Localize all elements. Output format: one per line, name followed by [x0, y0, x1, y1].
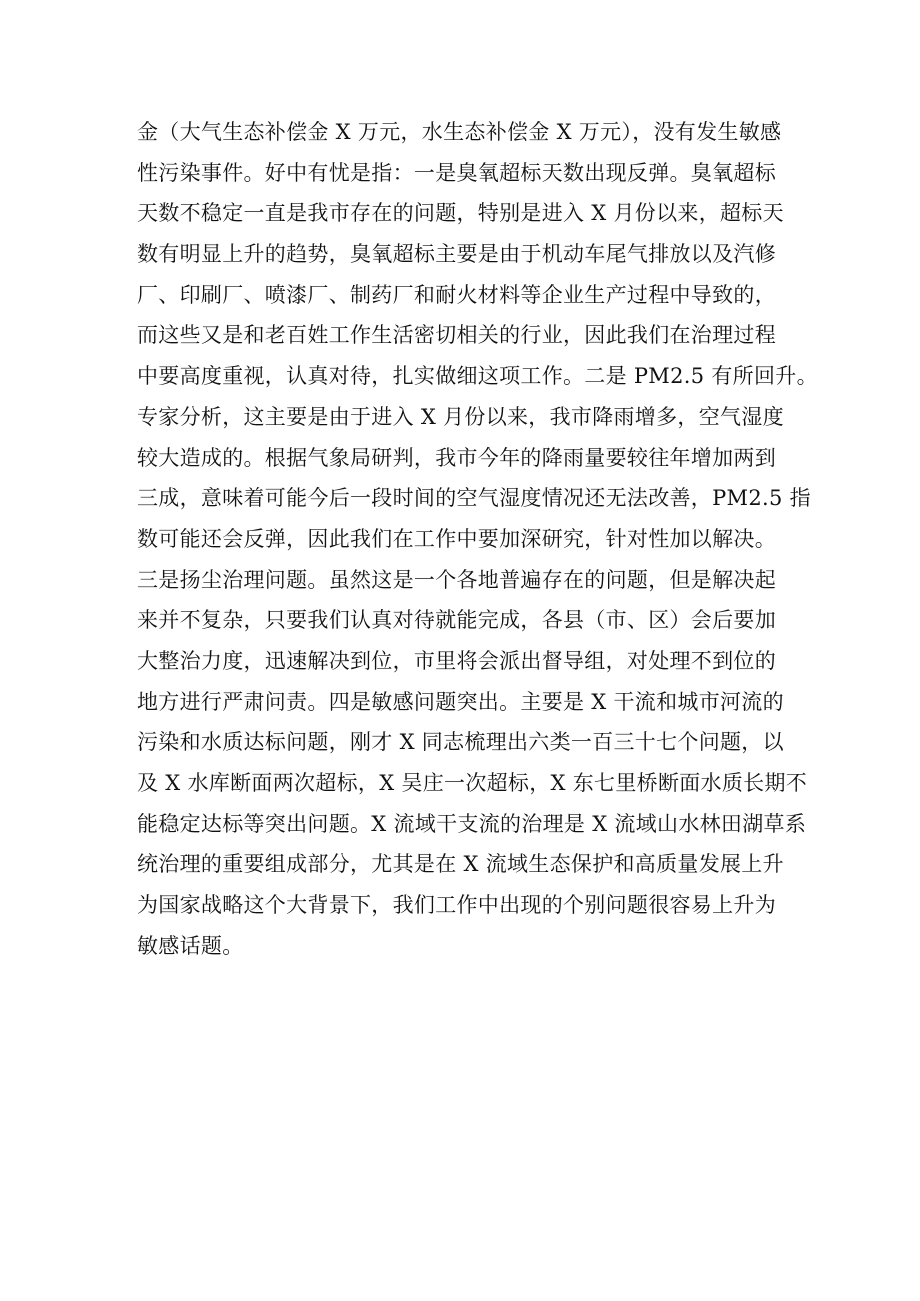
text-line: 为国家战略这个大背景下，我们工作中出现的个别问题很容易上升为 — [137, 893, 776, 918]
text-line: 较大造成的。根据气象局研判，我市今年的降雨量要较往年增加两到 — [137, 445, 776, 470]
text-line: 中要高度重视，认真对待，扎实做细这项工作。二是 PM2.5 有所回升。 — [137, 364, 818, 389]
text-line: 厂、印刷厂、喷漆厂、制药厂和耐火材料等企业生产过程中导致的， — [137, 282, 776, 307]
text-line: 天数不稳定一直是我市存在的问题，特别是进入 X 月份以来，超标天 — [137, 201, 784, 226]
text-line: 污染和水质达标问题，刚才 X 同志梳理出六类一百三十七个问题，以 — [137, 730, 784, 755]
text-line: 三是扬尘治理问题。虽然这是一个各地普遍存在的问题，但是解决起 — [137, 567, 776, 592]
text-line: 三成，意味着可能今后一段时间的空气湿度情况还无法改善，PM2.5 指 — [137, 486, 811, 511]
text-line: 专家分析，这主要是由于进入 X 月份以来，我市降雨增多，空气湿度 — [137, 404, 784, 429]
text-line: 数可能还会反弹，因此我们在工作中要加深研究，针对性加以解决。 — [137, 526, 776, 551]
text-line: 地方进行严肃问责。四是敏感问题突出。主要是 X 干流和城市河流的 — [137, 689, 784, 714]
text-line: 及 X 水库断面两次超标，X 吴庄一次超标，X 东七里桥断面水质长期不 — [137, 771, 808, 795]
text-line: 敏感话题。 — [137, 933, 244, 958]
body-text — [137, 112, 818, 966]
text-line: 来并不复杂，只要我们认真对待就能完成，各县（市、区）会后要加 — [137, 608, 776, 633]
text-line: 能稳定达标等突出问题。X 流域干支流的治理是 X 流域山水林田湖草系 — [137, 811, 807, 836]
text-line: 大整治力度，迅速解决到位，市里将会派出督导组，对处理不到位的 — [137, 648, 776, 673]
text-line: 统治理的重要组成部分，尤其是在 X 流域生态保护和高质量发展上升 — [137, 852, 784, 877]
text-line: 数有明显上升的趋势，臭氧超标主要是由于机动车尾气排放以及汽修 — [137, 242, 776, 267]
text-line: 而这些又是和老百姓工作生活密切相关的行业，因此我们在治理过程 — [137, 323, 776, 348]
text-line: 金（大气生态补偿金 X 万元，水生态补偿金 X 万元），没有发生敏感 — [137, 120, 782, 144]
text-line: 性污染事件。好中有忧是指：一是臭氧超标天数出现反弹。臭氧超标 — [137, 160, 776, 185]
